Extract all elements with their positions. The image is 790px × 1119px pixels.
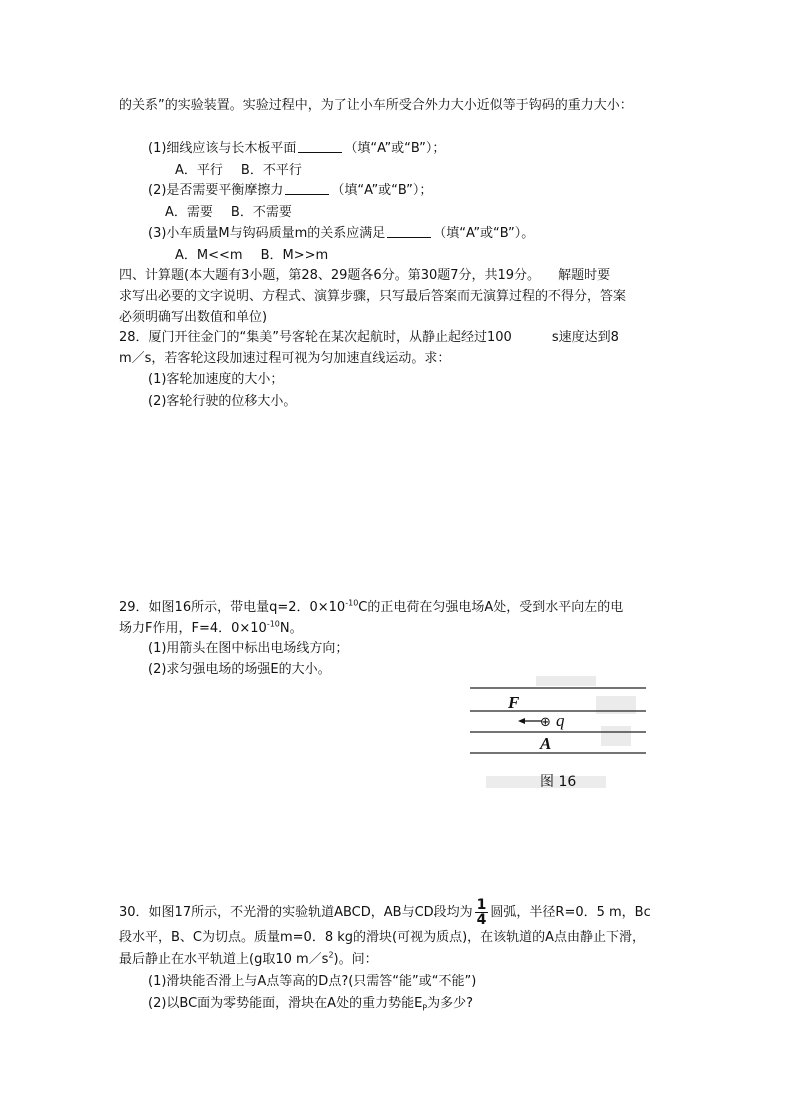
problem-29-question-1: (1)用箭头在图中标出电场线方向； — [148, 641, 349, 656]
question-1-options — [175, 162, 302, 180]
question-3-options — [175, 247, 328, 265]
section-4-instructions-2: 必须明确写出数值和单位) — [119, 310, 268, 325]
question-1-hint: （填“A”或“B”）； — [344, 141, 446, 156]
problem-30-question-1: (1)滑块能否滑上与A点等高的D点?(只需答“能”或“不能”) — [148, 974, 477, 989]
force-arrowhead-icon — [518, 718, 525, 724]
problem-28-line-2: m／s，若客轮这段加速过程可视为匀加速直线运动。求： — [119, 351, 451, 366]
option-b: B．不平行 — [240, 163, 302, 178]
section-4-heading — [119, 267, 610, 285]
problem-29-text-2: C的正电荷在匀强电场A处，受到水平向左的电 — [358, 600, 624, 615]
exponent: -10 — [266, 619, 280, 629]
question-3-hint: （填“A”或“B”）。 — [433, 226, 535, 241]
problem-28 — [119, 329, 619, 347]
question-3 — [148, 225, 534, 243]
problem-29-text-4: N。 — [279, 621, 303, 636]
problem-29 — [119, 599, 623, 617]
fraction-denominator: 4 — [476, 912, 487, 928]
figure-16 — [466, 676, 650, 796]
section-4-heading-text-2: 解题时要 — [558, 268, 611, 283]
problem-29-text-3: 场力F作用，F=4．0×10 — [119, 621, 267, 636]
option-b: B．不需要 — [230, 205, 292, 220]
problem-30-text-3: 最后静止在水平轨道上(g取10 m／s — [119, 952, 329, 967]
point-a-label: A — [540, 734, 552, 753]
option-a: A．平行 — [175, 163, 223, 178]
quarter-fraction — [475, 898, 489, 927]
force-label: F — [508, 693, 520, 712]
problem-30-text-4: )。问： — [333, 952, 378, 967]
subscript: P — [422, 1003, 428, 1013]
answer-blank-1[interactable] — [298, 140, 342, 153]
section-4-instructions: 求写出必要的文字说明、方程式、演算步骤，只写最后答案而无演算过程的不得分，答案 — [119, 289, 627, 304]
answer-blank-2[interactable] — [285, 182, 329, 195]
exponent: -10 — [345, 598, 359, 608]
question-2-hint: （填“A”或“B”）； — [331, 183, 433, 198]
fraction-numerator: 1 — [476, 897, 487, 913]
problem-28-text: 28．厦门开往金门的“集美”号客轮在某次起航时，从静止起经过100 — [119, 330, 512, 345]
problem-28-question-2: (2)客轮行驶的位移大小。 — [148, 394, 297, 409]
question-3-text: (3)小车质量M与钩码质量m的关系应满足 — [148, 226, 386, 241]
problem-28-text-2: s速度达到8 — [551, 330, 619, 345]
charge-label: q — [556, 711, 565, 730]
problem-30-question-2-text-2: 为多少? — [427, 996, 474, 1011]
question-1-text: (1)细线应该与长木板平面 — [148, 141, 297, 156]
problem-30-line-2: 段水平，B、C为切点。质量m=0．8 kg的滑块(可视为质点)，在该轨道的A点由静止下滑， — [119, 930, 646, 945]
problem-30-question-2-text: (2)以BC面为零势能面，滑块在A处的重力势能E — [148, 996, 423, 1011]
question-2-text: (2)是否需要平衡摩擦力 — [148, 183, 284, 198]
question-2-options — [165, 204, 292, 222]
answer-blank-3[interactable] — [387, 225, 431, 238]
problem-30-text: 30．如图17所示，不光滑的实验轨道ABCD，AB与CD段均为 — [119, 905, 473, 920]
problem-28-question-1: (1)客轮加速度的大小； — [148, 372, 284, 387]
problem-29-text: 29．如图16所示，带电量q=2．0×10 — [119, 600, 346, 615]
problem-29-line-2 — [119, 620, 303, 638]
charge-icon: ⊕ — [540, 715, 551, 730]
section-4-heading-text: 四、计算题(本大题有3小题，第28、29题各6分。第30题7分，共19分。 — [119, 268, 541, 283]
problem-29-question-2: (2)求匀强电场的场强E的大小。 — [148, 662, 331, 677]
problem-30-question-2 — [148, 995, 473, 1013]
option-a: A．M<<m — [175, 248, 243, 263]
problem-30-line-3 — [119, 951, 378, 969]
problem-30 — [119, 898, 651, 927]
option-a: A．需要 — [165, 205, 213, 220]
question-2 — [148, 182, 432, 200]
option-b: B．M>>m — [260, 248, 329, 263]
question-1 — [148, 140, 445, 158]
exponent: 2 — [328, 950, 334, 960]
figure-16-caption: 图 16 — [540, 774, 577, 790]
problem-30-text-2: 圆弧，半径R=0．5 m，Bc — [490, 905, 651, 920]
intro-line: 的关系”的实验装置。实验过程中，为了让小车所受合外力大小近似等于钩码的重力大小： — [119, 98, 633, 113]
